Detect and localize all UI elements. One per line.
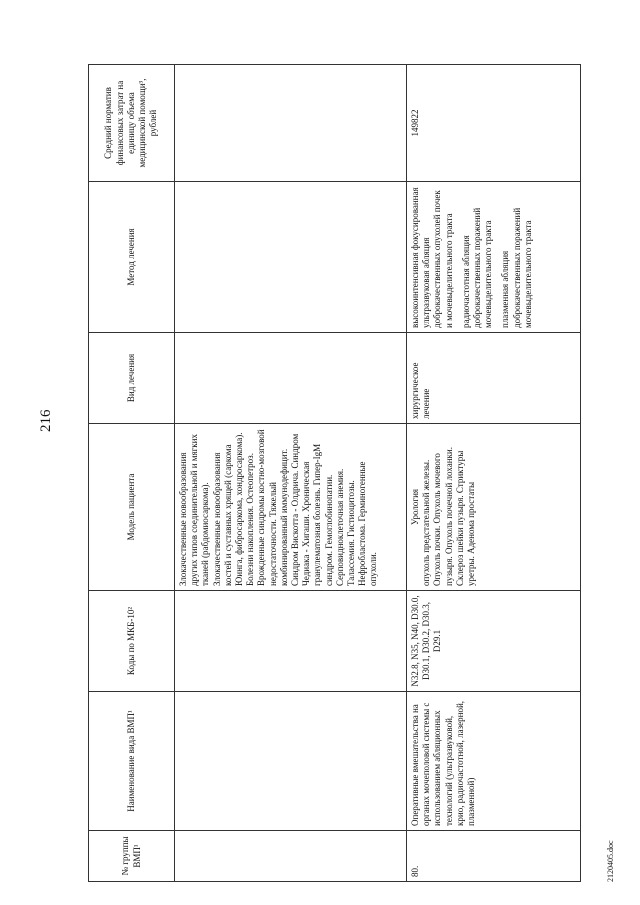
rotated-table-wrapper: [88, 78, 582, 882]
cell-name-empty: [175, 692, 407, 831]
treatment-method-item: высокоинтенсивная фокусированная ультразвуковая абляция доброкачественных опухолей почек и мочевыделительного тракта: [410, 187, 454, 328]
header-treatment-type: Вид лечения: [89, 333, 175, 424]
treatment-method-item: плазменная абляция доброкачественных поражений мочевыделительного тракта: [500, 207, 533, 328]
header-patient-model: Модель пациента: [89, 424, 175, 591]
cell-treatment-type: хирургическое лечение: [407, 333, 581, 424]
cell-patient-model: [407, 424, 581, 591]
patient-model-text: опухоль предстательной железы. Опухоль почки. Опухоль мочевого пузыря. Опухоль почечной лоханки. Склероз шейки пузыря. Стриктуры уретры. Аденома простаты: [421, 447, 477, 586]
header-cost-norm: Средний норматив финансовых затрат на единицу объема медицинской помощи³, рублей: [89, 65, 175, 182]
cell-codes-empty: [175, 591, 407, 692]
cell-icd-codes: N32.8, N35, N40, D30.0, D30.1, D30.2, D30.3, D29.1: [407, 591, 581, 692]
treatment-method-item: радиочастотная абляция доброкачественных поражений мочевыделительного тракта: [460, 207, 494, 328]
header-vmp-name: Наименование вида ВМП¹: [89, 692, 175, 831]
cell-patient-model-continued: Злокачественные новообразования других типов соединительной и мягких тканей (рабдомиосаркома). Злокачественные новообразования костей и суставных хрящей (саркома Юинга, фибросаркома, хондросаркома). Болезни накопления. Остеопетроз. Врожденные синдромы костно-мозговой недостаточности. Тяжелый комбинированный иммунодефицит. Синдром Вискотта - Олдрича. Синдром Чедиака - Хигаши. Хроническая гранулематозная болезнь. Гипер-IgM синдром. Гемоглобинопатии. Серповидноклеточная анемия. Талассемия. Гистиоцитозы. Нефробластома. Герминогенные опухоли.: [175, 424, 407, 591]
cell-vmp-name: Оперативные вмешательства на органах мочеполовой системы с использованием абляционных технологий (ультразвуковой, крио, радиочастотной, лазерной, плазменной): [407, 692, 581, 831]
cell-treatment-methods: [407, 182, 581, 333]
table-header-row: [89, 65, 175, 882]
section-label-urology: Урология: [410, 488, 420, 526]
document-filename: 2120405.doc: [606, 840, 615, 882]
table-row-80: [407, 65, 581, 882]
cell-cost-norm: 149822: [407, 65, 581, 182]
table-row-continuation: [175, 65, 407, 882]
header-icd-codes: Коды по МКБ-10²: [89, 591, 175, 692]
header-group-number: № группы ВМП¹: [89, 831, 175, 882]
cell-norm-empty: [175, 65, 407, 182]
vmp-table: [88, 64, 581, 882]
header-treatment-method: Метод лечения: [89, 182, 175, 333]
cell-vid-empty: [175, 333, 407, 424]
page-number: 216: [38, 409, 54, 432]
cell-num-empty: [175, 831, 407, 882]
cell-metod-empty: [175, 182, 407, 333]
cell-group-number: 80.: [407, 831, 581, 882]
